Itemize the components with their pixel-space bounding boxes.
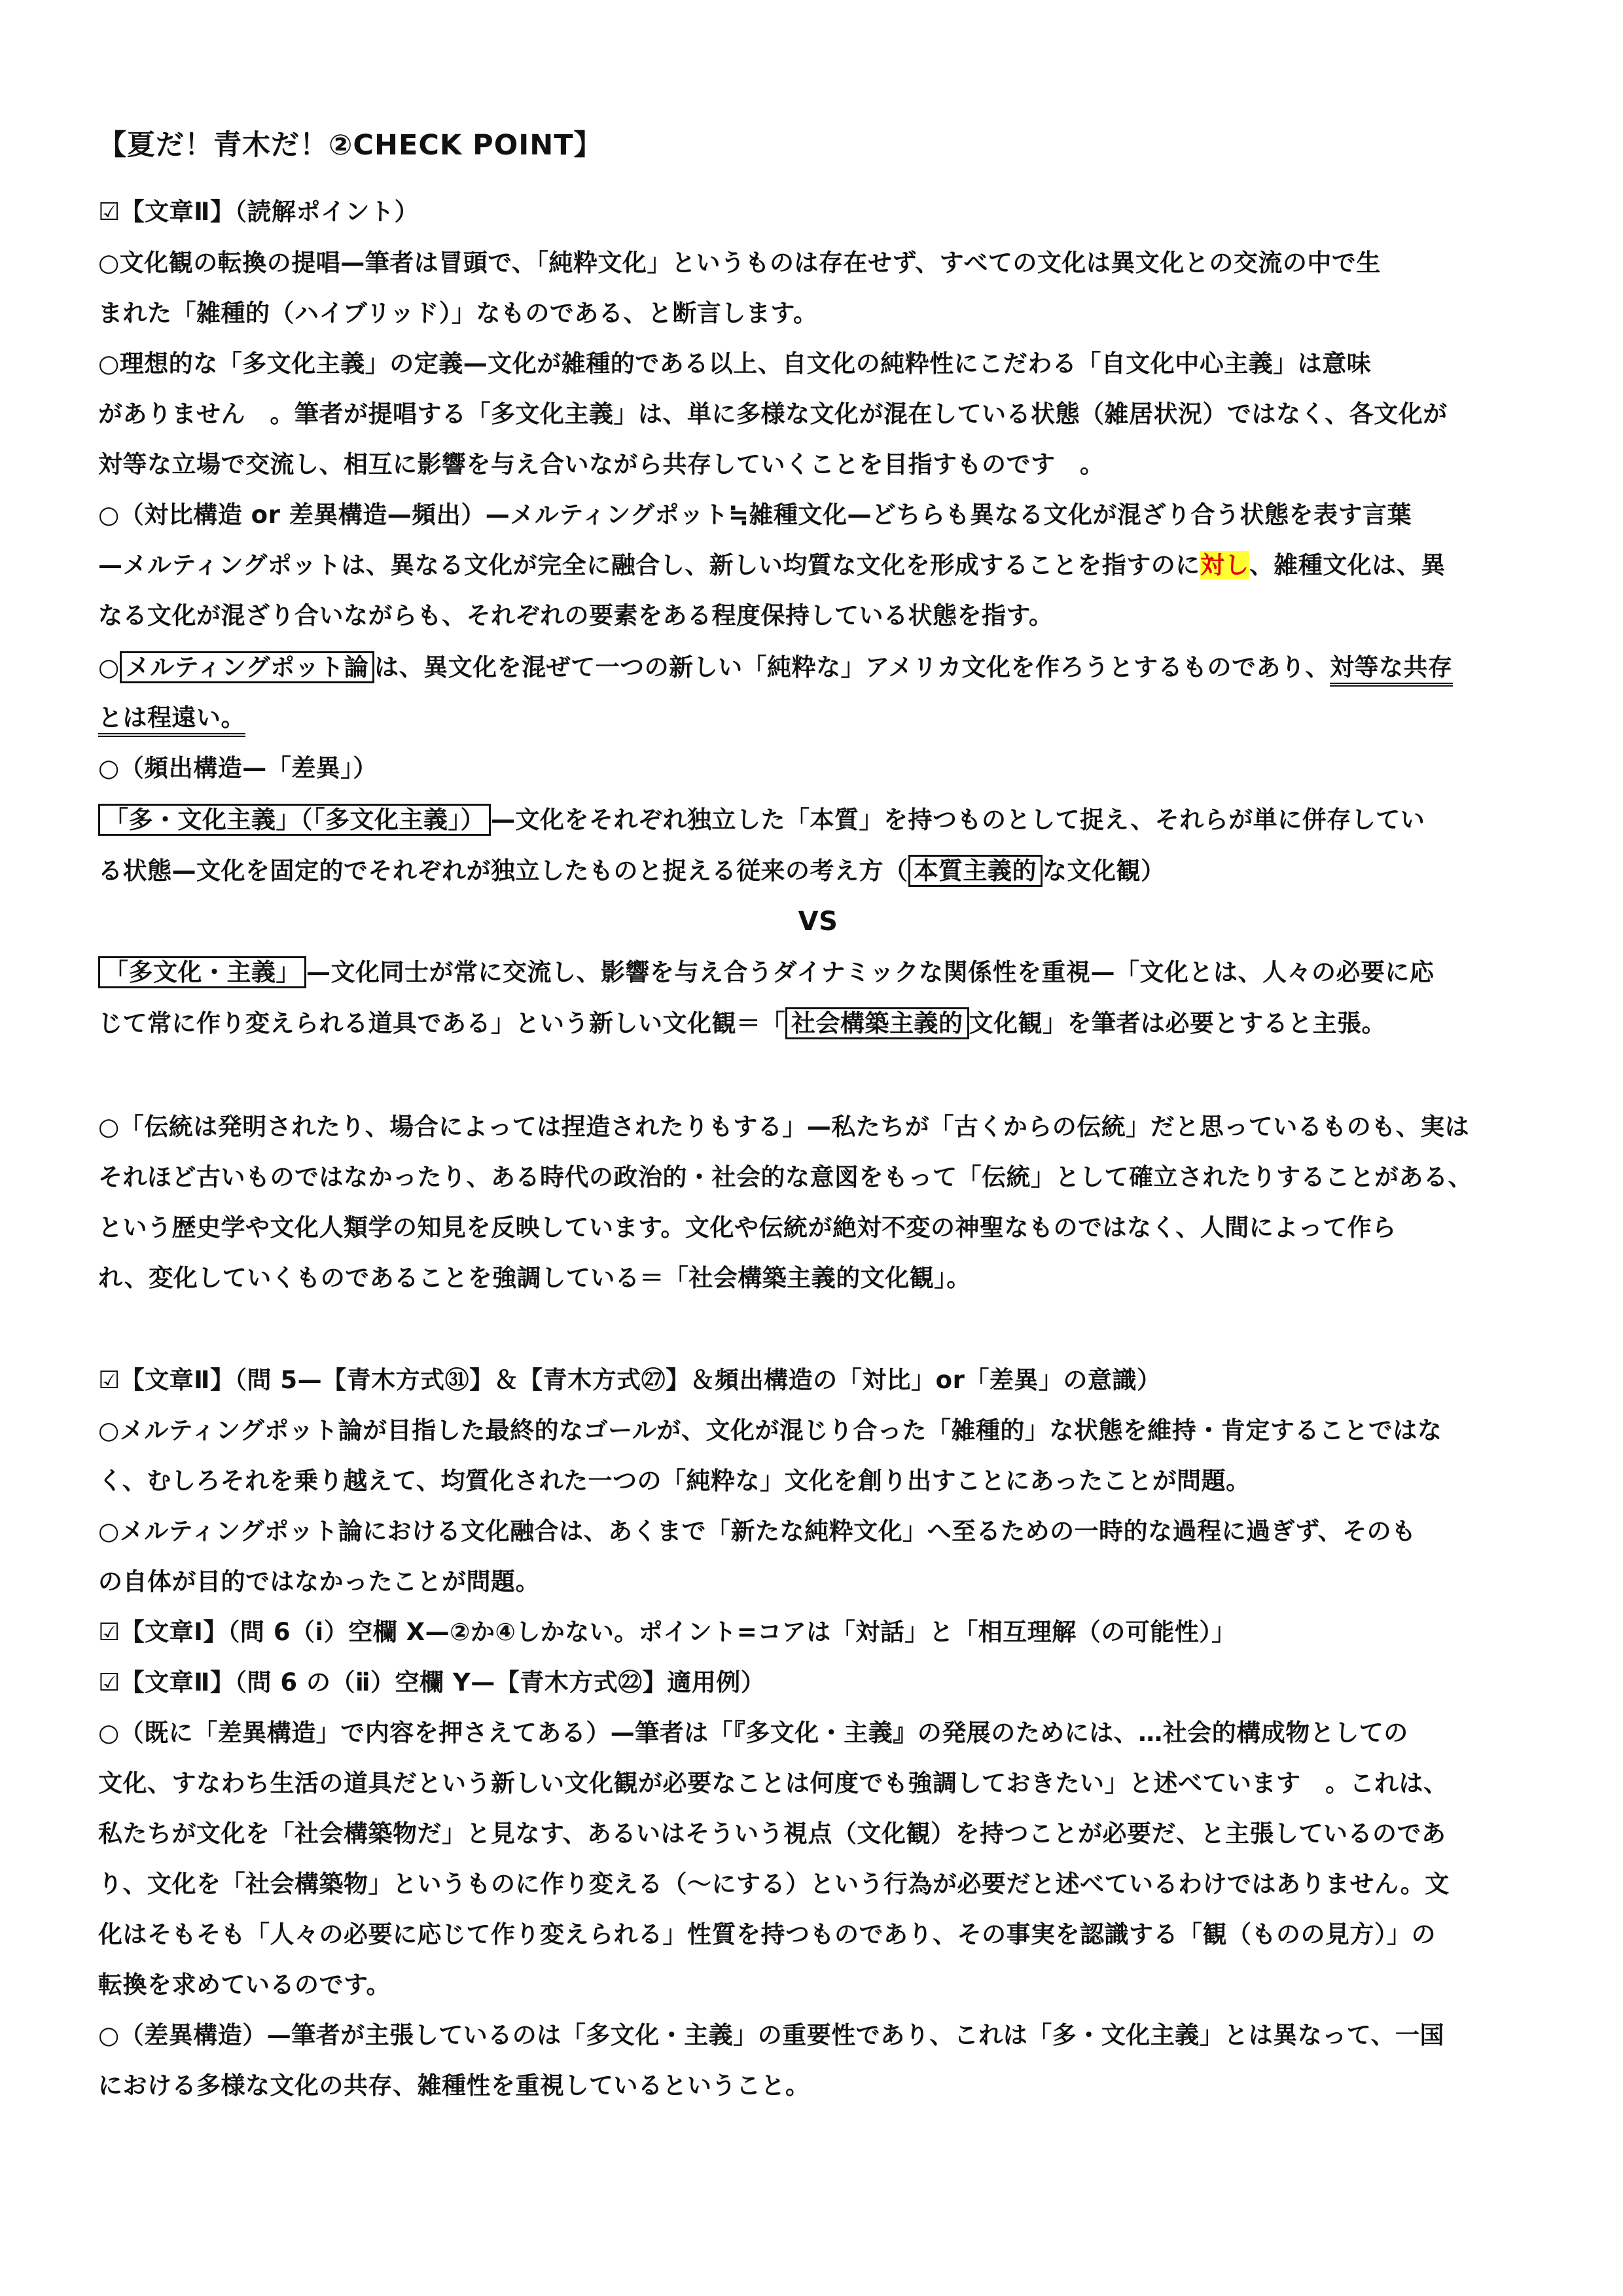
boxed-term: メルティングポット論 [120, 651, 374, 683]
paragraph-line: ○（頻出構造—「差異」） [98, 754, 378, 782]
text-span: じて常に作り変えられる道具である」という新しい文化観＝「 [98, 1009, 785, 1037]
paragraph-line: の自体が目的ではなかったことが問題。 [98, 1568, 540, 1596]
text-span: 、雑種文化は、異 [1249, 551, 1446, 579]
paragraph-line: 転換を求めているのです。 [98, 1971, 391, 1999]
double-underlined-text: 対等な共存 [1330, 653, 1453, 687]
boxed-term: 社会構築主義的 [785, 1007, 969, 1039]
paragraph-line [98, 956, 1538, 990]
paragraph-line: ○メルティングポット論における文化融合は、あくまで「新たな純粋文化」へ至るための一時的な過程に過ぎず、そのも [98, 1517, 1416, 1545]
paragraph-line: 化はそもそも「人々の必要に応じて作り変えられる」性質を持つものであり、その事実を認識する「観（ものの見方）」の [98, 1920, 1436, 1948]
paragraph-line [98, 854, 1538, 888]
paragraph-line: がありません 。筆者が提唱する「多文化主義」は、単に多様な文化が混在している状態（雑居状況）ではなく、各文化が [98, 400, 1448, 428]
boxed-term: 「多文化・主義」 [98, 956, 306, 988]
text-span: 文化観」を筆者は必要とすると主張。 [969, 1009, 1386, 1037]
paragraph-line: まれた「雑種的（ハイブリッド）」なものである、と断言します。 [98, 299, 818, 327]
paragraph-line [98, 548, 1538, 583]
paragraph-line: れ、変化していくものであることを強調している＝「社会構築主義的文化観」。 [98, 1264, 971, 1292]
text-span: ○ [98, 653, 120, 681]
paragraph-line: ○メルティングポット論が目指した最終的なゴールが、文化が混じり合った「雑種的」な状態を維持・肯定することではな [98, 1416, 1442, 1444]
paragraph-line: ○文化観の転換の提唱—筆者は冒頭で、「純粋文化」というものは存在せず、すべての文化は異文化との交流の中で生 [98, 249, 1381, 277]
paragraph-line: ○（対比構造 or 差異構造—頻出）—メルティングポット≒雑種文化—どちらも異なる文化が混ざり合う状態を表す言葉 [98, 501, 1412, 529]
text-span: —文化同士が常に交流し、影響を与え合うダイナミックな関係性を重視—「文化とは、人々の必要に応 [306, 958, 1435, 986]
paragraph-line: ○（既に「差異構造」で内容を押さえてある）—筆者は「『多文化・主義』の発展のためには、…社会的構成物としての [98, 1719, 1408, 1747]
text-span: る状態—文化を固定的でそれぞれが独立したものと捉える従来の考え方（ [98, 857, 908, 885]
paragraph-line [98, 803, 1538, 837]
section-heading: ☑【文章Ⅰ】（問 6（ⅰ）空欄 X—②か④しかない。ポイント=コアは「対話」と「相互理解（の可能性）」 [98, 1618, 1236, 1646]
paragraph-line: 私たちが文化を「社会構築物だ」と見なす、あるいはそういう視点（文化観）を持つことが必要だ、と主張しているのであ [98, 1820, 1446, 1848]
section-heading: ☑【文章Ⅱ】（問 6 の（ⅱ）空欄 Y—【青木方式㉒】適用例） [98, 1668, 766, 1696]
paragraph-line: ○（差異構造）—筆者が主張しているのは「多文化・主義」の重要性であり、これは「多・文化主義」とは異なって、一国 [98, 2021, 1445, 2049]
paragraph-line: なる文化が混ざり合いながらも、それぞれの要素をある程度保持している状態を指す。 [98, 601, 1054, 630]
paragraph-line: り、文化を「社会構築物」というものに作り変える（〜にする）という行為が必要だと述べているわけではありません。文 [98, 1870, 1450, 1898]
paragraph-line [98, 701, 1538, 735]
paragraph-line: それほど古いものではなかったり、ある時代の政治的・社会的な意図をもって「伝統」として確立されたりすることがある、 [98, 1163, 1472, 1191]
paragraph-line: における多様な文化の共存、雑種性を重視しているということ。 [98, 2072, 810, 2100]
page-title: 【夏だ！青木だ！②CHECK POINT】 [98, 129, 603, 162]
paragraph-line: く、むしろそれを乗り越えて、均質化された一つの「純粋な」文化を創り出すことにあったことが問題。 [98, 1467, 1251, 1495]
paragraph-line [98, 1007, 1538, 1041]
text-span: —メルティングポットは、異なる文化が完全に融合し、新しい均質な文化を形成することを指すのに [98, 551, 1200, 579]
text-span: な文化観） [1043, 857, 1166, 885]
text-span: は、異文化を混ぜて一つの新しい「純粋な」アメリカ文化を作ろうとするものであり、 [374, 653, 1330, 681]
paragraph-line: 文化、すなわち生活の道具だという新しい文化観が必要なことは何度でも強調しておきたい」と述べています 。これは、 [98, 1769, 1448, 1797]
boxed-term: 本質主義的 [908, 855, 1043, 887]
highlighted-text: 対し [1200, 551, 1249, 579]
paragraph-line: という歴史学や文化人類学の知見を反映しています。文化や伝統が絶対不変の神聖なものではなく、人間によって作ら [98, 1213, 1397, 1242]
paragraph-line: 対等な立場で交流し、相互に影響を与え合いながら共存していくことを目指すものです 。 [98, 450, 1105, 478]
document-page [98, 0, 1538, 2296]
section-heading: ☑【文章Ⅱ】（問 5—【青木方式㉛】＆【青木方式㉗】＆頻出構造の「対比」or「差異」の意識） [98, 1366, 1162, 1394]
vs-label: VS [798, 906, 838, 937]
paragraph-line: ○「伝統は発明されたり、場合によっては捏造されたりもする」—私たちが「古くからの伝統」だと思っているものも、実は [98, 1113, 1470, 1141]
boxed-term: 「多・文化主義」（「多文化主義」） [98, 804, 491, 836]
double-underlined-text: とは程遠い。 [98, 704, 245, 737]
paragraph-line: ○理想的な「多文化主義」の定義—文化が雑種的である以上、自文化の純粋性にこだわる「自文化中心主義」は意味 [98, 350, 1372, 378]
text-span: —文化をそれぞれ独立した「本質」を持つものとして捉え、それらが単に併存してい [491, 806, 1425, 834]
section-heading: ☑【文章Ⅱ】（読解ポイント） [98, 198, 419, 226]
paragraph-line [98, 651, 1538, 685]
